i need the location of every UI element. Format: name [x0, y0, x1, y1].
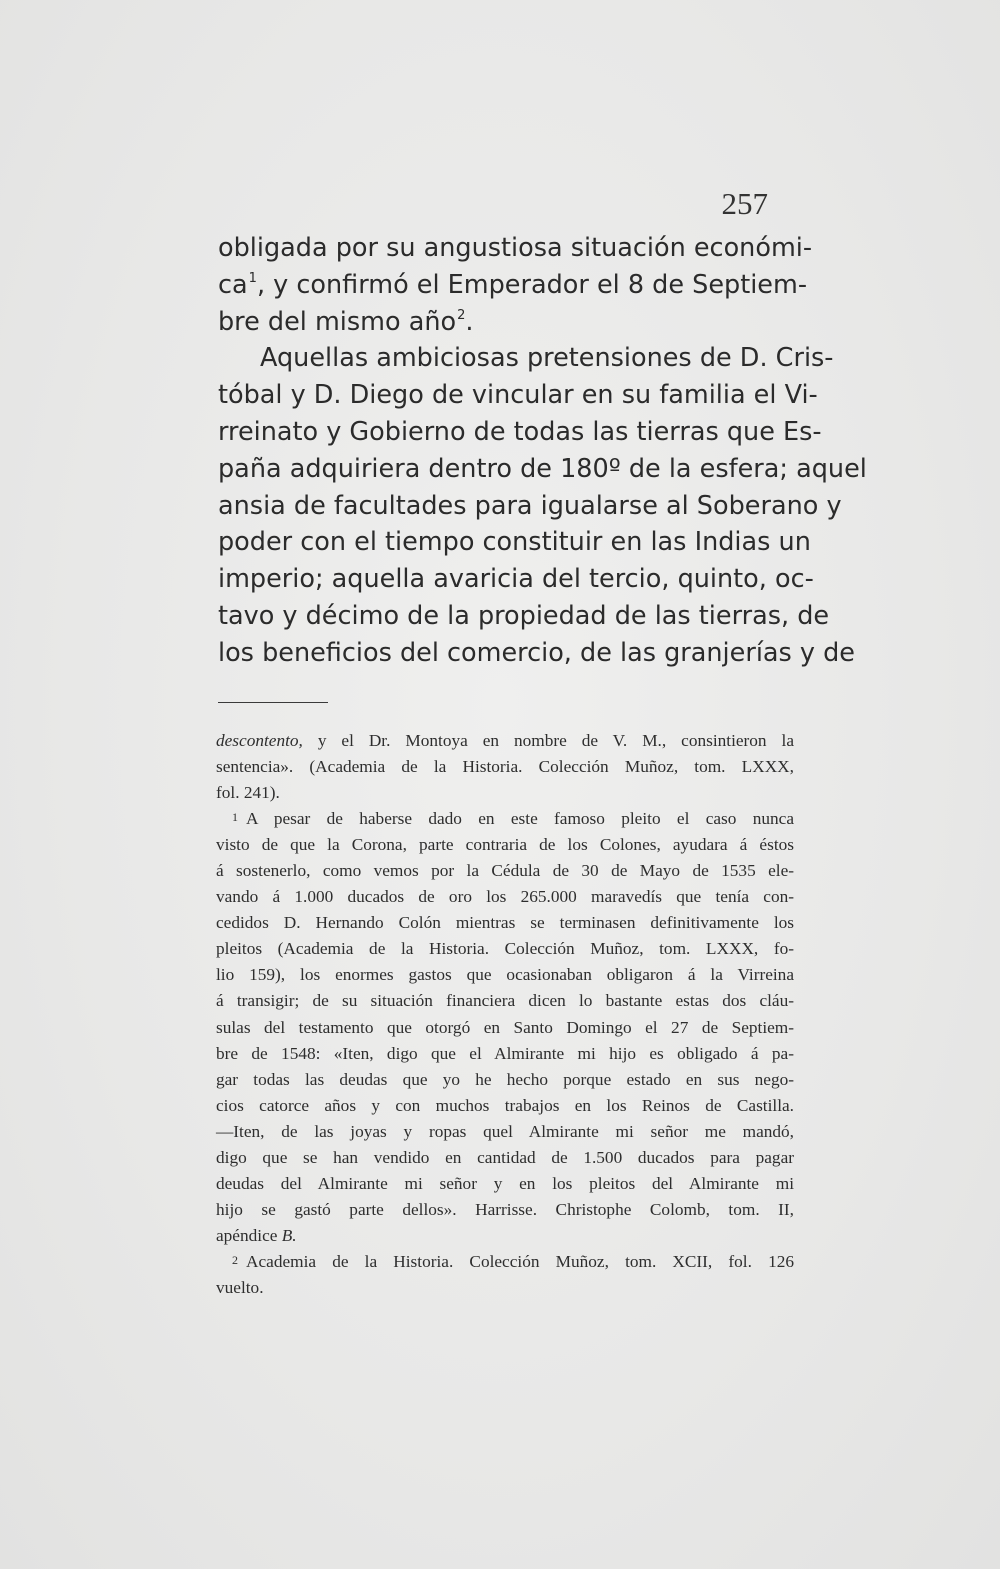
footnote-line — [216, 1015, 794, 1041]
footnote-line-text: á transigir; de su situación financiera dicen lo bastante estas dos cláu- — [216, 991, 794, 1011]
footnote-line — [216, 1093, 794, 1119]
body-line-text: , y confirmó el Emperador el 8 de Septiem- — [256, 269, 808, 300]
footnote-separator — [218, 702, 328, 703]
footnote-reference: 2 — [457, 307, 466, 323]
footnote-marker: 2 — [232, 1252, 238, 1267]
footnote-line — [216, 1223, 794, 1249]
footnote-line-text: vando á 1.000 ducados de oro los 265.000 maravedís que tenía con- — [216, 887, 794, 907]
footnote-line — [216, 910, 794, 936]
footnote-line — [216, 1119, 794, 1145]
body-line-text: rreinato y Gobierno de todas las tierras que Es- — [218, 416, 822, 447]
footnote-line-text: bre de 1548: «Iten, digo que el Almirante mi hijo es obligado á pa- — [216, 1043, 794, 1063]
main-text — [218, 230, 867, 672]
footnote-line-text: vuelto. — [216, 1277, 264, 1297]
footnote-line-text: apéndice — [216, 1225, 282, 1245]
body-line-text: ansia de facultades para igualarse al Soberano y — [218, 490, 842, 521]
body-line — [218, 304, 794, 341]
footnote-line — [216, 1275, 794, 1301]
body-line — [218, 635, 855, 672]
footnote-italic-text: B. — [281, 1225, 297, 1245]
footnote-line-text: cedidos D. Hernando Colón mientras se terminasen definitivamente los — [216, 913, 794, 933]
body-line-text: obligada por su angustiosa situación económi- — [218, 233, 813, 263]
footnote-line — [216, 858, 794, 884]
footnote-line-text: sulas del testamento que otorgó en Santo Domingo el 27 de Septiem- — [216, 1017, 794, 1037]
body-line — [218, 524, 811, 561]
footnote-line-text: visto de que la Corona, parte contraria de los Colones, ayudara á éstos — [216, 835, 794, 855]
footnote-line-text: pleitos (Academia de la Historia. Colección Muñoz, tom. LXXX, fo- — [216, 939, 794, 959]
footnote-line-text: A pesar de haberse dado en este famoso pleito el caso nunca — [246, 809, 794, 829]
footnote-line-text: hijo se gastó parte dellos». Harrisse. Christophe Colomb, tom. II, — [216, 1199, 794, 1219]
footnote-line — [216, 806, 794, 832]
body-line — [218, 230, 813, 267]
footnote-line — [216, 754, 794, 780]
footnote-marker: 1 — [232, 810, 238, 825]
body-line-text: . — [465, 306, 474, 337]
footnote-line — [216, 1171, 794, 1197]
footnote-line-text: lio 159), los enormes gastos que ocasionaban obligaron á la Virreina — [216, 965, 794, 985]
body-line — [218, 598, 830, 635]
body-line-text: tóbal y D. Diego de vincular en su familia el Vi- — [218, 380, 818, 411]
footnote-line — [216, 1041, 794, 1067]
footnote-line — [216, 1145, 794, 1171]
footnote-line-text: Academia de la Historia. Colección Muñoz, tom. XCII, fol. 126 — [246, 1251, 794, 1271]
footnote-line — [216, 780, 794, 806]
footnote-line-text: deudas del Almirante mi señor y en los pleitos del Almirante mi — [216, 1173, 794, 1193]
footnote-line-text: y el Dr. Montoya en nombre de V. M., consintieron la — [302, 731, 794, 750]
body-line-text: poder con el tiempo constituir en las Indias un — [218, 527, 811, 558]
body-line — [218, 267, 808, 304]
footnote-line-text: digo que se han vendido en cantidad de 1.500 ducados para pagar — [216, 1147, 794, 1167]
footnote-italic-text: descontento, — [216, 731, 303, 750]
body-line — [218, 451, 867, 488]
footnote-reference: 1 — [248, 270, 257, 286]
footnote-line — [216, 1067, 794, 1093]
body-line — [218, 414, 822, 451]
footnote-line — [216, 728, 794, 754]
body-line — [218, 377, 818, 414]
body-line — [218, 340, 834, 377]
footnote-line-text: cios catorce años y con muchos trabajos en los Reinos de Castilla. — [216, 1095, 794, 1115]
footnote-line-text: sentencia». (Academia de la Historia. Colección Muñoz, tom. LXXX, — [216, 757, 794, 777]
footnote-line — [216, 962, 794, 988]
page-number: 257 — [721, 186, 768, 221]
footnote-line-text: á sostenerlo, como vemos por la Cédula de 30 de Mayo de 1535 ele- — [216, 861, 794, 881]
body-line-text: Aquellas ambiciosas pretensiones de D. Cris- — [260, 343, 834, 374]
body-line-text: los beneficios del comercio, de las granjerías y de — [218, 637, 855, 668]
body-line — [218, 488, 842, 525]
body-line-text: ca — [218, 269, 248, 300]
footnote-line — [216, 832, 794, 858]
footnote-line — [216, 1197, 794, 1223]
footnote-line — [216, 1249, 794, 1275]
footnote-line — [216, 988, 794, 1014]
body-line-text: paña adquiriera dentro de 180º de la esfera; aquel — [218, 453, 867, 484]
body-line — [218, 561, 814, 598]
body-line-text: imperio; aquella avaricia del tercio, quinto, oc- — [218, 564, 814, 595]
footnote-line — [216, 884, 794, 910]
body-line-text: bre del mismo año — [218, 306, 457, 337]
footnotes — [216, 728, 794, 1301]
body-line-text: tavo y décimo de la propiedad de las tierras, de — [218, 600, 830, 631]
footnote-line-text: —Iten, de las joyas y ropas quel Almirante mi señor me mandó, — [216, 1121, 794, 1141]
footnote-line — [216, 936, 794, 962]
footnote-line-text: fol. 241). — [216, 783, 280, 803]
footnote-line-text: gar todas las deudas que yo he hecho porque estado en sus nego- — [216, 1069, 794, 1089]
